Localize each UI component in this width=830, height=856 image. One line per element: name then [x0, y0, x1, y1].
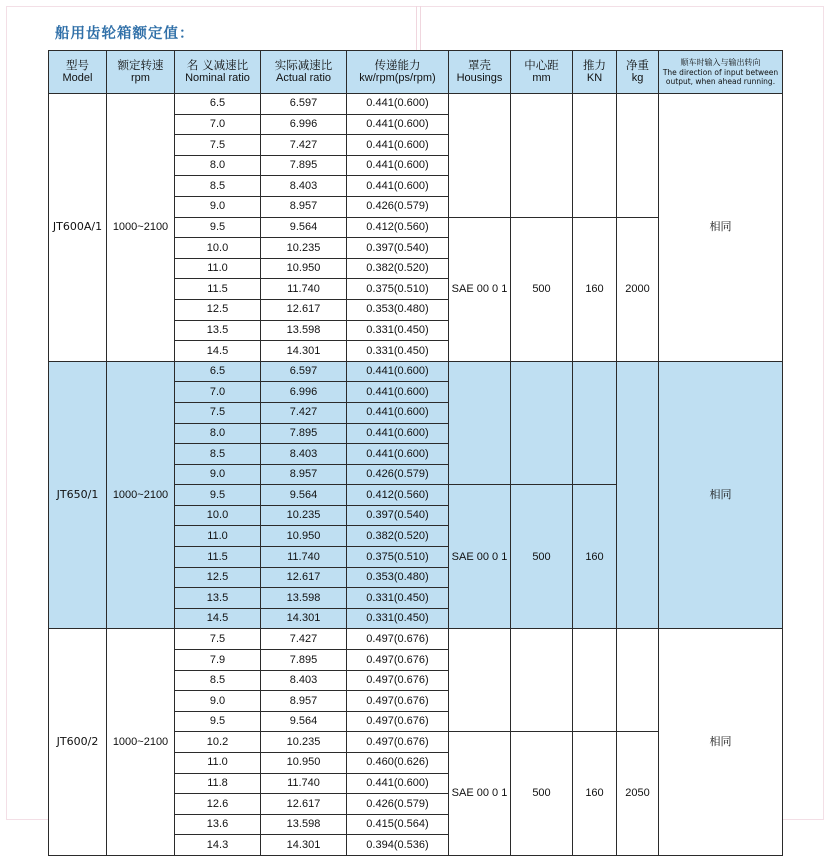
- column-header-power-en: kw/rpm(ps/rpm): [359, 72, 436, 85]
- cell-nominal-ratio: 6.5: [175, 94, 261, 115]
- cell-weight-spacer-top: [617, 629, 659, 732]
- cell-actual-ratio: 8.957: [261, 196, 347, 217]
- column-header-direction: [659, 51, 783, 94]
- cell-actual-ratio: 10.235: [261, 505, 347, 526]
- cell-nominal-ratio: 12.5: [175, 567, 261, 588]
- cell-power: 0.497(0.676): [347, 732, 449, 753]
- cell-nominal-ratio: 7.0: [175, 382, 261, 403]
- page-title: 船用齿轮箱额定值：: [55, 26, 195, 42]
- cell-model: JT600A/1: [49, 94, 107, 362]
- table-row: [49, 94, 783, 115]
- cell-actual-ratio: 12.617: [261, 299, 347, 320]
- cell-actual-ratio: 10.950: [261, 258, 347, 279]
- cell-actual-ratio: 9.564: [261, 485, 347, 506]
- cell-nominal-ratio: 14.5: [175, 608, 261, 629]
- cell-weight: 2050: [617, 732, 659, 856]
- cell-actual-ratio: 13.598: [261, 588, 347, 609]
- cell-nominal-ratio: 10.0: [175, 238, 261, 259]
- column-header-center-distance: [511, 51, 573, 94]
- cell-actual-ratio: 11.740: [261, 773, 347, 794]
- cell-power: 0.441(0.600): [347, 176, 449, 197]
- table-row: [49, 361, 783, 382]
- cell-thrust: 160: [573, 217, 617, 361]
- cell-nominal-ratio: 10.2: [175, 732, 261, 753]
- cell-power: 0.497(0.676): [347, 691, 449, 712]
- cell-actual-ratio: 8.957: [261, 691, 347, 712]
- cell-direction: 相同: [659, 361, 783, 629]
- cell-power: 0.497(0.676): [347, 711, 449, 732]
- column-header-rpm-en: rpm: [131, 72, 150, 85]
- cell-center-distance: 500: [511, 485, 573, 629]
- cell-thrust-spacer-top: [573, 629, 617, 732]
- cell-nominal-ratio: 12.6: [175, 794, 261, 815]
- cell-power: 0.397(0.540): [347, 238, 449, 259]
- cell-actual-ratio: 12.617: [261, 794, 347, 815]
- table-group-0: [49, 94, 783, 362]
- cell-power: 0.394(0.536): [347, 835, 449, 856]
- cell-power: 0.375(0.510): [347, 547, 449, 568]
- cell-nominal-ratio: 14.3: [175, 835, 261, 856]
- cell-power: 0.382(0.520): [347, 526, 449, 547]
- cell-thrust: 160: [573, 732, 617, 856]
- cell-power: 0.441(0.600): [347, 773, 449, 794]
- cell-power: 0.331(0.450): [347, 320, 449, 341]
- cell-actual-ratio: 6.597: [261, 361, 347, 382]
- cell-actual-ratio: 14.301: [261, 835, 347, 856]
- cell-rpm: 1000~2100: [107, 361, 175, 629]
- cell-direction: 相同: [659, 94, 783, 362]
- cell-center-distance-spacer-top: [511, 629, 573, 732]
- cell-nominal-ratio: 8.5: [175, 176, 261, 197]
- column-header-power-cn: 传递能力: [374, 58, 421, 73]
- column-header-direction-en: The direction of input between output, when ahead running.: [662, 67, 779, 86]
- column-header-actual-ratio-en: Actual ratio: [275, 72, 332, 85]
- cell-nominal-ratio: 8.5: [175, 444, 261, 465]
- cell-actual-ratio: 8.403: [261, 670, 347, 691]
- cell-nominal-ratio: 9.0: [175, 691, 261, 712]
- cell-nominal-ratio: 9.5: [175, 711, 261, 732]
- cell-actual-ratio: 6.996: [261, 382, 347, 403]
- cell-nominal-ratio: 11.0: [175, 753, 261, 774]
- cell-nominal-ratio: 11.0: [175, 526, 261, 547]
- cell-nominal-ratio: 9.0: [175, 196, 261, 217]
- cell-power: 0.497(0.676): [347, 650, 449, 671]
- cell-actual-ratio: 10.950: [261, 526, 347, 547]
- cell-nominal-ratio: 6.5: [175, 361, 261, 382]
- table-header-row: [49, 51, 783, 94]
- cell-actual-ratio: 8.403: [261, 176, 347, 197]
- cell-nominal-ratio: 13.6: [175, 814, 261, 835]
- cell-power: 0.412(0.560): [347, 485, 449, 506]
- column-header-thrust-cn: 推力: [583, 58, 606, 73]
- cell-power: 0.426(0.579): [347, 794, 449, 815]
- cell-actual-ratio: 6.597: [261, 94, 347, 115]
- table-row: [49, 629, 783, 650]
- cell-nominal-ratio: 9.5: [175, 485, 261, 506]
- cell-thrust-spacer-top: [573, 361, 617, 485]
- cell-actual-ratio: 7.427: [261, 402, 347, 423]
- cell-actual-ratio: 7.895: [261, 650, 347, 671]
- cell-center-distance: 500: [511, 732, 573, 856]
- cell-center-distance: 500: [511, 217, 573, 361]
- cell-power: 0.397(0.540): [347, 505, 449, 526]
- cell-housings-spacer-top: [449, 361, 511, 485]
- cell-actual-ratio: 7.427: [261, 135, 347, 156]
- cell-weight-blank: [617, 361, 659, 629]
- cell-nominal-ratio: 14.5: [175, 341, 261, 362]
- column-header-thrust-en: KN: [586, 72, 603, 85]
- column-header-rpm-cn: 额定转速: [117, 58, 164, 73]
- cell-nominal-ratio: 13.5: [175, 320, 261, 341]
- cell-power: 0.426(0.579): [347, 464, 449, 485]
- cell-actual-ratio: 9.564: [261, 217, 347, 238]
- cell-nominal-ratio: 10.0: [175, 505, 261, 526]
- cell-power: 0.375(0.510): [347, 279, 449, 300]
- cell-actual-ratio: 10.950: [261, 753, 347, 774]
- cell-housings-spacer-top: [449, 94, 511, 218]
- cell-nominal-ratio: 7.5: [175, 135, 261, 156]
- cell-nominal-ratio: 9.5: [175, 217, 261, 238]
- cell-nominal-ratio: 11.8: [175, 773, 261, 794]
- cell-nominal-ratio: 8.0: [175, 155, 261, 176]
- cell-nominal-ratio: 8.0: [175, 423, 261, 444]
- cell-direction: 相同: [659, 629, 783, 856]
- cell-power: 0.497(0.676): [347, 670, 449, 691]
- cell-actual-ratio: 7.895: [261, 155, 347, 176]
- cell-power: 0.441(0.600): [347, 114, 449, 135]
- cell-nominal-ratio: 7.9: [175, 650, 261, 671]
- cell-actual-ratio: 10.235: [261, 732, 347, 753]
- cell-actual-ratio: 11.740: [261, 279, 347, 300]
- column-header-model: [49, 51, 107, 94]
- column-header-actual-ratio: [261, 51, 347, 94]
- cell-actual-ratio: 13.598: [261, 814, 347, 835]
- gearbox-rating-table: [48, 50, 783, 856]
- cell-nominal-ratio: 12.5: [175, 299, 261, 320]
- column-header-model-cn: 型号: [66, 58, 89, 73]
- cell-thrust: 160: [573, 485, 617, 629]
- cell-weight-spacer-top: [617, 94, 659, 218]
- cell-center-distance-spacer-top: [511, 361, 573, 485]
- cell-nominal-ratio: 7.0: [175, 114, 261, 135]
- cell-power: 0.382(0.520): [347, 258, 449, 279]
- column-header-weight: [617, 51, 659, 94]
- column-header-center-distance-cn: 中心距: [524, 58, 559, 73]
- cell-nominal-ratio: 7.5: [175, 402, 261, 423]
- cell-nominal-ratio: 9.0: [175, 464, 261, 485]
- column-header-weight-en: kg: [631, 72, 644, 85]
- cell-rpm: 1000~2100: [107, 629, 175, 856]
- cell-power: 0.460(0.626): [347, 753, 449, 774]
- column-header-model-en: Model: [62, 72, 93, 85]
- cell-power: 0.331(0.450): [347, 341, 449, 362]
- cell-nominal-ratio: 11.5: [175, 547, 261, 568]
- column-header-nominal-ratio: [175, 51, 261, 94]
- cell-power: 0.497(0.676): [347, 629, 449, 650]
- cell-model: JT600/2: [49, 629, 107, 856]
- column-header-nominal-ratio-cn: 名 义减速比: [186, 58, 249, 73]
- column-header-weight-cn: 净重: [626, 58, 649, 73]
- cell-power: 0.353(0.480): [347, 299, 449, 320]
- cell-actual-ratio: 7.427: [261, 629, 347, 650]
- cell-actual-ratio: 9.564: [261, 711, 347, 732]
- cell-housings: SAE 00 0 1: [449, 485, 511, 629]
- column-header-nominal-ratio-en: Nominal ratio: [185, 72, 250, 85]
- cell-power: 0.441(0.600): [347, 155, 449, 176]
- table-group-2: [49, 629, 783, 856]
- table-header: [49, 51, 783, 94]
- column-header-housings-cn: 罩壳: [468, 58, 491, 73]
- cell-actual-ratio: 12.617: [261, 567, 347, 588]
- cell-power: 0.441(0.600): [347, 94, 449, 115]
- column-header-rpm: [107, 51, 175, 94]
- cell-nominal-ratio: 11.5: [175, 279, 261, 300]
- cell-actual-ratio: 8.957: [261, 464, 347, 485]
- cell-power: 0.412(0.560): [347, 217, 449, 238]
- cell-model: JT650/1: [49, 361, 107, 629]
- cell-power: 0.441(0.600): [347, 402, 449, 423]
- column-header-actual-ratio-cn: 实际减速比: [274, 58, 333, 73]
- cell-power: 0.353(0.480): [347, 567, 449, 588]
- column-header-direction-cn: 顺车时输入与输出转向: [680, 57, 761, 67]
- cell-actual-ratio: 8.403: [261, 444, 347, 465]
- cell-power: 0.331(0.450): [347, 588, 449, 609]
- cell-power: 0.441(0.600): [347, 361, 449, 382]
- cell-weight: 2000: [617, 217, 659, 361]
- cell-nominal-ratio: 8.5: [175, 670, 261, 691]
- table-group-1: [49, 361, 783, 629]
- cell-power: 0.415(0.564): [347, 814, 449, 835]
- cell-actual-ratio: 10.235: [261, 238, 347, 259]
- cell-housings: SAE 00 0 1: [449, 217, 511, 361]
- cell-center-distance-spacer-top: [511, 94, 573, 218]
- cell-power: 0.331(0.450): [347, 608, 449, 629]
- cell-power: 0.426(0.579): [347, 196, 449, 217]
- cell-actual-ratio: 6.996: [261, 114, 347, 135]
- cell-nominal-ratio: 13.5: [175, 588, 261, 609]
- cell-power: 0.441(0.600): [347, 444, 449, 465]
- column-header-power: [347, 51, 449, 94]
- cell-actual-ratio: 14.301: [261, 608, 347, 629]
- cell-power: 0.441(0.600): [347, 382, 449, 403]
- column-header-housings: [449, 51, 511, 94]
- column-header-center-distance-en: mm: [532, 72, 551, 85]
- cell-power: 0.441(0.600): [347, 135, 449, 156]
- cell-actual-ratio: 7.895: [261, 423, 347, 444]
- column-header-thrust: [573, 51, 617, 94]
- cell-housings: SAE 00 0 1: [449, 732, 511, 856]
- cell-actual-ratio: 14.301: [261, 341, 347, 362]
- cell-power: 0.441(0.600): [347, 423, 449, 444]
- cell-nominal-ratio: 11.0: [175, 258, 261, 279]
- cell-actual-ratio: 11.740: [261, 547, 347, 568]
- cell-actual-ratio: 13.598: [261, 320, 347, 341]
- cell-housings-spacer-top: [449, 629, 511, 732]
- column-header-housings-en: Housings: [456, 72, 503, 85]
- cell-nominal-ratio: 7.5: [175, 629, 261, 650]
- cell-thrust-spacer-top: [573, 94, 617, 218]
- cell-rpm: 1000~2100: [107, 94, 175, 362]
